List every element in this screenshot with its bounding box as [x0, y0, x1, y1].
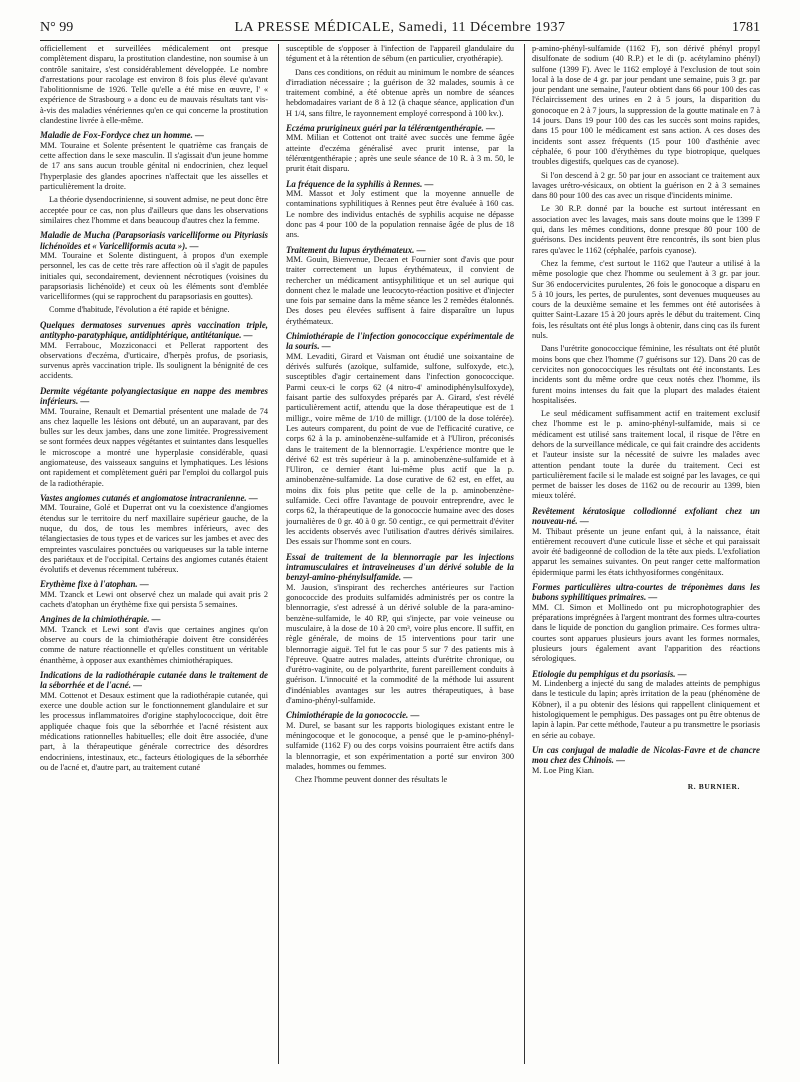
column-1 [40, 44, 268, 1064]
section-heading: Revêtement kératosique collodionné exfoliant chez un nouveau-né. — [532, 505, 760, 527]
section-heading: Indications de la radiothérapie cutanée dans le traitement de la séborrhée et de l'acné. — [40, 670, 268, 691]
paragraph: M. Lindenberg a injecté du sang de malades atteints de pemphigus dans le testicule du lapin; après irritation de la peau (phénomène de Köbner), il a pu obtenir des lésions qui rappellent cliniquement et histologiquement le pemphigus. Des passages ont pu être obtenus de lapin à lapin. Par cette méthode, l'auteur a pu transmettre le psoriasis en série au cobaye. [532, 679, 760, 740]
column-3 [532, 44, 760, 1064]
paragraph: MM. Massot et Joly estiment que la moyenne annuelle de contaminations syphilitiques à Rennes peut être évaluée à 160 cas. Le nombre des individus entachés de syphilis acquise ne dépasse donc pas 4 pour 100 de la population rennaise âgée de plus de 18 ans. [286, 189, 514, 240]
paragraph: MM. Touraine et Solente distinguent, à propos d'un exemple personnel, les cas de cette très rare affection où il s'agit de papules initiales qui, secondairement, deviennent nécrotiques (voisines du parapsoriasis lichénoïde) et ceux où les éléments sont d'emblée varicelliformes (qui se rapprochent du parapsoriasis en gouttes). [40, 250, 268, 302]
paragraph: Dans ces conditions, on réduit au minimum le nombre de séances d'irradiation nécessaire ; la guérison de 32 malades, soumis à ce traitement combiné, a été obtenue après un nombre de séances hebdomadaires variant de 8 à 12 (à chaque séance, application d'un H 1/4, sans filtre, le rayonnement employé correspond à 100 kv.). [286, 67, 514, 118]
paragraph: MM. Tzanck et Lewi sont d'avis que certaines angines qu'on observe au cours de la chimiothérapie doivent être considérées comme de nature réactionnelle et qu'elles constituent un véritable énanthème, à opposer aux exanthèmes chimiothérapiques. [40, 624, 268, 665]
paragraph: MM. Touraine, Golé et Duperrat ont vu la coexistence d'angiomes étendus sur le territoire du nerf maxillaire supérieur gauche, de la nuque, du dos, de tous les membres inférieurs, avec des télangiectasies de tous types et de varices sur les jambes et avec des empreintes vasculaires ponctuées ou variqueuses sur la table interne des pariétaux et de l'occipital. Certains des angiomes cutanés étaient évolutifs et devenus récemment tubéreux. [40, 503, 268, 575]
section-heading: La fréquence de la syphilis à Rennes. — [286, 178, 434, 189]
paragraph: MM. Tzanck et Lewi ont observé chez un malade qui avait pris 2 cachets d'atophan un érythème fixe qui persista 5 semaines. [40, 589, 268, 610]
section-heading: Quelques dermatoses survenues après vaccination triple, antitypho-paratyphique, antidiphtérique, antitétanique. — [40, 319, 268, 341]
page-header [40, 20, 760, 42]
paragraph: MM. Gouin, Bienvenue, Decaen et Fournier sont d'avis que pour traiter correctement un lupus érythémateux, il convient de rechercher un médicament antisyphilitique et un sel aurique qui donnent chez le malade une leucocyto-réaction positive et d'injecter une fois par semaine dans la même séance les 2 remèdes étalonnés. Des doses peu élevées suffisent à faire disparaître un lupus érythémateux. [286, 254, 514, 326]
paragraph: Chez la femme, c'est surtout le 1162 que l'auteur a utilisé à la même posologie que chez l'homme ou seulement à 3 gr. par jour. Sur 36 endocervicites purulentes, 26 fois le gonocoque a disparu en 5 à 10 jours, les pertes, de purulentes, sont devenues muqueuses au cours de la deuxième semaine et les femmes ont été autorisées à quitter Saint-Lazare 15 à 20 jours après le début du traitement. Cinq fois, les résultats ont été plus longs à obtenir, dans cinq cas ils furent nuls. [532, 258, 760, 341]
paragraph: M. Durel, se basant sur les rapports biologiques existant entre le méningocoque et le gonocoque, a pensé que le p-amino-phényl-sulfamide (1162 F) ou des corps voisins pourraient être actifs dans la blennorragie, et son expérimentation a porté sur environ 300 malades, hommes ou femmes. [286, 720, 514, 771]
paragraph: MM. Touraine, Renault et Demartial présentent une malade de 74 ans chez laquelle les lésions ont débuté, un an auparavant, par des bulles sur les deux jambes, dans une zone limitée. Progressivement se sont formées deux nappes végétantes et suintantes dans lesquelles le microscope a montré une hyperplasie considérable, quasi angiomateuse, des vaisseaux sanguins et lymphatiques. Les lésions ont rapidement et complètement guéri par l'emploi du collargol puis de la radiothérapie. [40, 406, 268, 488]
column-divider [524, 44, 525, 1064]
paragraph: MM. Levaditi, Girard et Vaisman ont étudié une soixantaine de dérivés sulfurés (azoïque, sulfamide, sulfone, sulfoxyde, etc.), susceptibles d'agir certainement dans l'infection gonococcique. Parmi ceux-ci le corps 62 (4 nitro-4' aminodiphénylsulfoxyde), faisant partie des sulfoxydes préparés par A. Girard, s'est révélé particulièrement actif, attendu que la dose thérapeutique est de 1 milligr., voire même de 1/10 de milligr. (1/100 de la dose tolérée). Les auteurs comparent, du point de vue de l'efficacité curative, ce corps 62 à la p. aminobenzène-sulfamide et à l'Uliron, préconisés dans le traitement de la blennorragie. L'expérience montre que le dérivé 62 est très supérieur à la p. aminobenzène-sulfamide et à l'Uliron, ce dernier étant lui-même plus actif que la p. aminobenzène-sulfamide. La dose curative de 62 est, en effet, au moins dix fois plus petite que celle de la p. aminobenzène-sulfamide. Ceci offre l'avantage de pouvoir entreprendre, avec le corps 62, la thérapeutique de la gonococcie humaine avec des doses journalières de 0 gr. 40 à 0 gr. 50 centigr., ce qui permettrait d'éviter les accidents observés avec l'utilisation d'autres dérivés similaires. Des essais sur l'homme sont en cours. [286, 351, 514, 547]
paragraph: M. Loe Ping Kian. [532, 765, 594, 775]
paragraph: Le 30 R.P. donné par la bouche est surtout intéressant en association avec les lavages, mais sans doute moins que le 1399 F qui, dans les mêmes conditions, donne presque 80 pour 100 de guérisons. Des incidents peuvent être rencontrés, ils sont bien plus rares qu'avec le 1162 (céphalée, parfois cyanose). [532, 204, 760, 255]
section-heading: Essai de traitement de la blennorragie par les injections intramusculaires et intraveineuses d'un dérivé soluble de la benzyl-amino-phénylsulfamide. — [286, 551, 514, 583]
section-heading: Dermite végétante polyangiectasique en nappe des membres inférieurs. — [40, 385, 268, 407]
section-heading: Un cas conjugal de maladie de Nicolas-Favre et de chancre mou chez des Chinois. — [532, 744, 760, 766]
paragraph: Le seul médicament suffisamment actif en traitement exclusif chez l'homme est le p. amino-phényl-sulfamide, mais si ce médicament est utilisé sans traitement local, il risque de l'être en dehors de la surveillance médicale, ce qui fait craindre des accidents et l'auteur insiste sur la nécessité de suivre les malades avec attention pendant toute la durée du traitement. Ceci est particulièrement facile si le malade est soigné par les lavages, ce qui permet de baisser les doses de 1162 ou de recourir au 1399, bien mieux toléré. [532, 409, 760, 501]
section-heading: Etiologie du pemphigus et du psoriasis. — [532, 668, 687, 679]
column-divider [278, 44, 279, 1064]
journal-title: LA PRESSE MÉDICALE, Samedi, 11 Décembre 1937 [234, 20, 566, 35]
paragraph: p-amino-phényl-sulfamide (1162 F), son dérivé phényl propyl disulfonate de sodium (40 R.P.) et le di (p. acétylamino phényl) sulfone (1399 F). Avec le 1162 employé à l'exclusion de tout soin local à la dose de 4 gr. par jour pendant une semaine, puis 3 gr. par jour pendant une semaine, l'auteur obtient dans 66 pour 100 des cas l'éclaircissement des urines en 2 à 5 jours, la disparition du gonocoque en 2 à 7 jours, la suppression de la goutte matinale en 7 à 14 jours. Dans 19 pour 100 des cas les succès sont moins rapides, dans 15 pour 100 le médicament est sans action. A ces doses des incidents sont assez fréquents (15 pour 100 d'asthénie avec céphalée, 6 pour 100 d'érythèmes du type biotropique, quelques troubles digestifs, quelques cas de cyanose). [532, 44, 760, 167]
paragraph: MM. Ferrabouc, Mozziconacci et Pellerat rapportent des observations d'eczéma, d'urticaire, d'herpès profus, de psoriasis, survenus après vaccination triple. Ils soulignent la bénignité de ces accidents. [40, 340, 268, 381]
section-heading: Vastes angiomes cutanés et angiomatose intracranienne. — [40, 492, 258, 503]
paragraph: Dans l'urétrite gonococcique féminine, les résultats ont été plutôt moins bons que chez l'homme (7 guérisons sur 12). Dans 20 cas de cervicites non gonococciques les résultats ont été inconstants. Les incidents sont du même ordre que ceux notés chez l'homme, ils furent moins intenses du fait que la plupart des malades étaient hospitalisées. [532, 344, 760, 405]
section-heading: Formes particulières ultra-courtes de tréponèmes dans les bubons syphilitiques primaires. — [532, 582, 760, 603]
section-heading: Maladie de Fox-Fordyce chez un homme. — [40, 130, 204, 141]
paragraph: La théorie dysendocrinienne, si souvent admise, ne peut donc être acceptée pour ce cas, non plus d'ailleurs que dans les observations similaires chez l'homme et dans beaucoup d'autres chez la femme. [40, 195, 268, 225]
paragraph: MM. Milian et Cottenot ont traité avec succès une femme âgée atteinte d'eczéma généralisé avec prurit intense, par la télérœntgenthérapie ; après une seule séance de 10 R. à 3 m. 50, le prurit était disparu. [286, 133, 514, 174]
section-heading: Erythème fixe à l'atophan. — [40, 579, 149, 590]
section-heading: Eczéma prurigineux guéri par la télérœntgenthérapie. — [286, 123, 495, 134]
section-heading: Chimiothérapie de l'infection gonococcique expérimentale de la souris. — [286, 331, 514, 352]
section-heading: Chimiothérapie de la gonococcie. — [286, 710, 420, 721]
paragraph: Chez l'homme peuvent donner des résultats le [295, 775, 448, 785]
author-signature: R. BURNIER. [687, 781, 740, 791]
paragraph: Comme d'habitude, l'évolution a été rapide et bénigne. [49, 305, 230, 315]
section-heading: Angines de la chimiothérapie. — [40, 614, 161, 625]
paragraph: MM. Cottenot et Desaux estiment que la radiothérapie cutanée, qui exerce une double action sur le fonctionnement glandulaire et sur les processus inflammatoires d'origine staphylococcique, doit être appliquée chaque fois que la séborrhée et l'acné résistent aux médications rationnelles habituelles; elle doit être associée, d'une part, à la thérapeutique générale correctrice des désordres endocriniens, intestinaux, etc., facteurs étiologiques de la séborrhée ou de l'acné et, d'autre part, au traitement cutané [40, 690, 268, 772]
paragraph: M. Thibaut présente un jeune enfant qui, à la naissance, était entièrement recouvert d'une cuticule lisse et sèche et qui paraissait avoir été badigeonné de collodion de la tête aux pieds. L'exfoliation apparut les semaines suivantes. On peut ranger cette malformation épidermique parmi les états ichthyosiformes congénitaux. [532, 526, 760, 577]
paragraph: Si l'on descend à 2 gr. 50 par jour en associant ce traitement aux lavages urétro-vésicaux, on obtient la guérison en 2 à 3 semaines dans 80 pour 100 des cas avec un risque d'incidents minime. [532, 170, 760, 201]
section-heading: Maladie de Mucha (Parapsoriasis varicelliforme ou Pityriasis lichénoïdes et « Varicelliformis acuta »). — [40, 230, 268, 251]
column-2 [286, 44, 514, 1064]
paragraph: susceptible de s'opposer à l'infection de l'appareil glandulaire du tégument et à la rétention de sébum (en particulier, cryothérapie). [286, 44, 514, 64]
paragraph: officiellement et surveillées médicalement ont presque complètement disparu, la prostitution clandestine, non soumise à un contrôle sanitaire, s'est considérablement développée. Le nombre d'arrestations pour racolage est environ 8 fois plus élevé qu'avant l'abolitionnisme de 1926. Telle qu'elle a été mise en œuvre, l' « expérience de Strasbourg » a donc eu de mauvais résultats tant vis-à-vis des maladies vénériennes qu'en ce qui concerne la prostitution clandestine livrée à elle-même. [40, 44, 268, 126]
paragraph: MM. Cl. Simon et Mollinedo ont pu microphotographier des préparations imprégnées à l'argent montrant des formes ultra-courtes dans le liquide de ponction du ganglion primaire. Ces formes ultra-courtes sont apparues plusieurs jours avant les formes normales, plusieurs jours également avant l'apparition des réactions sérologiques. [532, 602, 760, 664]
header-rule [40, 40, 760, 41]
page-number: 1781 [732, 20, 760, 35]
paragraph: MM. Touraine et Solente présentent le quatrième cas français de cette affection dans le sexe masculin. Il s'agissait d'un jeune homme de 17 ans sans aucun trouble génital ni endocrinien, chez lequel l'hyperplasie des glandes apocrines n'affectait que les aisselles et particulièrement la droite. [40, 140, 268, 191]
issue-number: N° 99 [40, 20, 74, 35]
section-heading: Traitement du lupus érythémateux. — [286, 244, 426, 255]
paragraph: M. Jausion, s'inspirant des recherches antérieures sur l'action gonococcide des produits sulfamidés administrés per os contre la blennorragie, s'est adressé à un dérivé soluble de la para-amino-benzène-sulfamide, le 40 RP, qui s'injecte, par voie veineuse ou musculaire, à la dose de 10 à 20 cm³, voire plus encore. Il suffit, en règle générale, de moins de 15 interventions pour tarir une blennorragie aiguë. Tel fut le cas pour 5 sur 7 des patients mis à l'épreuve. Quatre autres malades, atteints d'urétrite chronique, ou d'urétro-vaginite, ou de polyarthrite, furent pareillement conduits à guérison. L'innocuité et la commodité de la méthode lui assurent d'indéniables avantages sur les autres thérapeutiques, à base d'amino-phényl-sulfamide. [286, 582, 514, 705]
